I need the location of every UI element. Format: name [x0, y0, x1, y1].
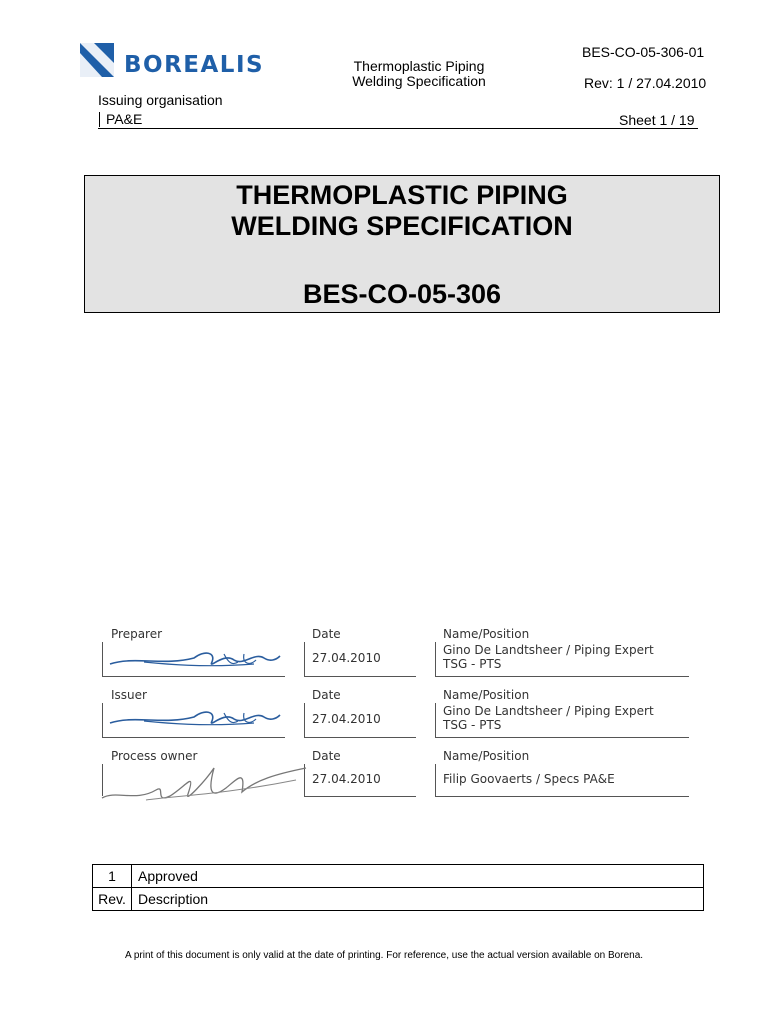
preparer-label: Preparer	[111, 627, 163, 641]
header-doc-title	[330, 59, 508, 89]
issuer-position: TSG - PTS	[443, 718, 502, 732]
divider	[304, 642, 305, 676]
process-owner-signature	[96, 760, 316, 810]
process-owner-date-label: Date	[312, 749, 341, 763]
header-revision: Rev: 1 / 27.04.2010	[584, 75, 707, 91]
header-doc-title-line1: Thermoplastic Piping	[353, 58, 485, 74]
issuing-organisation-value: PA&E	[99, 112, 142, 127]
revision-description-cell: Approved	[132, 865, 704, 888]
divider	[304, 676, 416, 677]
divider	[102, 642, 103, 676]
issuer-name-label: Name/Position	[443, 688, 530, 702]
table-row	[93, 865, 704, 888]
divider	[304, 737, 416, 738]
sheet-number: Sheet 1 / 19	[619, 112, 695, 128]
preparer-signature	[104, 642, 284, 676]
divider	[435, 642, 436, 676]
description-column-header: Description	[132, 888, 704, 911]
revision-table	[92, 864, 704, 911]
process-owner-name-label: Name/Position	[443, 749, 530, 763]
divider	[435, 796, 689, 797]
revision-column-header: Rev.	[93, 888, 132, 911]
revision-number-cell: 1	[93, 865, 132, 888]
divider	[435, 676, 689, 677]
divider	[304, 703, 305, 737]
preparer-name: Gino De Landtsheer / Piping Expert	[443, 643, 654, 657]
header-doc-number: BES-CO-05-306-01	[582, 44, 705, 60]
issuer-date: 27.04.2010	[312, 712, 381, 726]
header-divider	[98, 128, 698, 129]
document-code: BES-CO-05-306	[302, 279, 502, 309]
divider	[435, 764, 436, 796]
divider	[435, 703, 436, 737]
document-title-line1: THERMOPLASTIC PIPING	[236, 180, 568, 210]
issuing-organisation-label: Issuing organisation	[98, 92, 223, 108]
process-owner-date: 27.04.2010	[312, 772, 381, 786]
table-header-row	[93, 888, 704, 911]
divider	[102, 703, 103, 737]
preparer-date-label: Date	[312, 627, 341, 641]
preparer-name-label: Name/Position	[443, 627, 530, 641]
divider	[435, 737, 689, 738]
process-owner-label: Process owner	[111, 749, 198, 763]
preparer-position: TSG - PTS	[443, 657, 502, 671]
divider	[102, 676, 285, 677]
process-owner-name: Filip Goovaerts / Specs PA&E	[443, 772, 615, 786]
issuer-label: Issuer	[111, 688, 147, 702]
issuer-name: Gino De Landtsheer / Piping Expert	[443, 704, 654, 718]
issuer-date-label: Date	[312, 688, 341, 702]
borealis-logo	[80, 43, 290, 79]
divider	[304, 796, 416, 797]
issuer-signature	[104, 703, 284, 737]
title-box	[84, 175, 720, 313]
document-title-line2: WELDING SPECIFICATION	[231, 211, 573, 241]
borealis-logo-mark-icon	[80, 43, 114, 77]
footer-note: A print of this document is only valid at the date of printing. For reference, use the actual version available on Borena.	[124, 950, 644, 961]
divider	[102, 737, 285, 738]
logo-wordmark: BOREALIS	[124, 52, 265, 78]
header-doc-title-line2: Welding Specification	[352, 73, 486, 89]
preparer-date: 27.04.2010	[312, 651, 381, 665]
